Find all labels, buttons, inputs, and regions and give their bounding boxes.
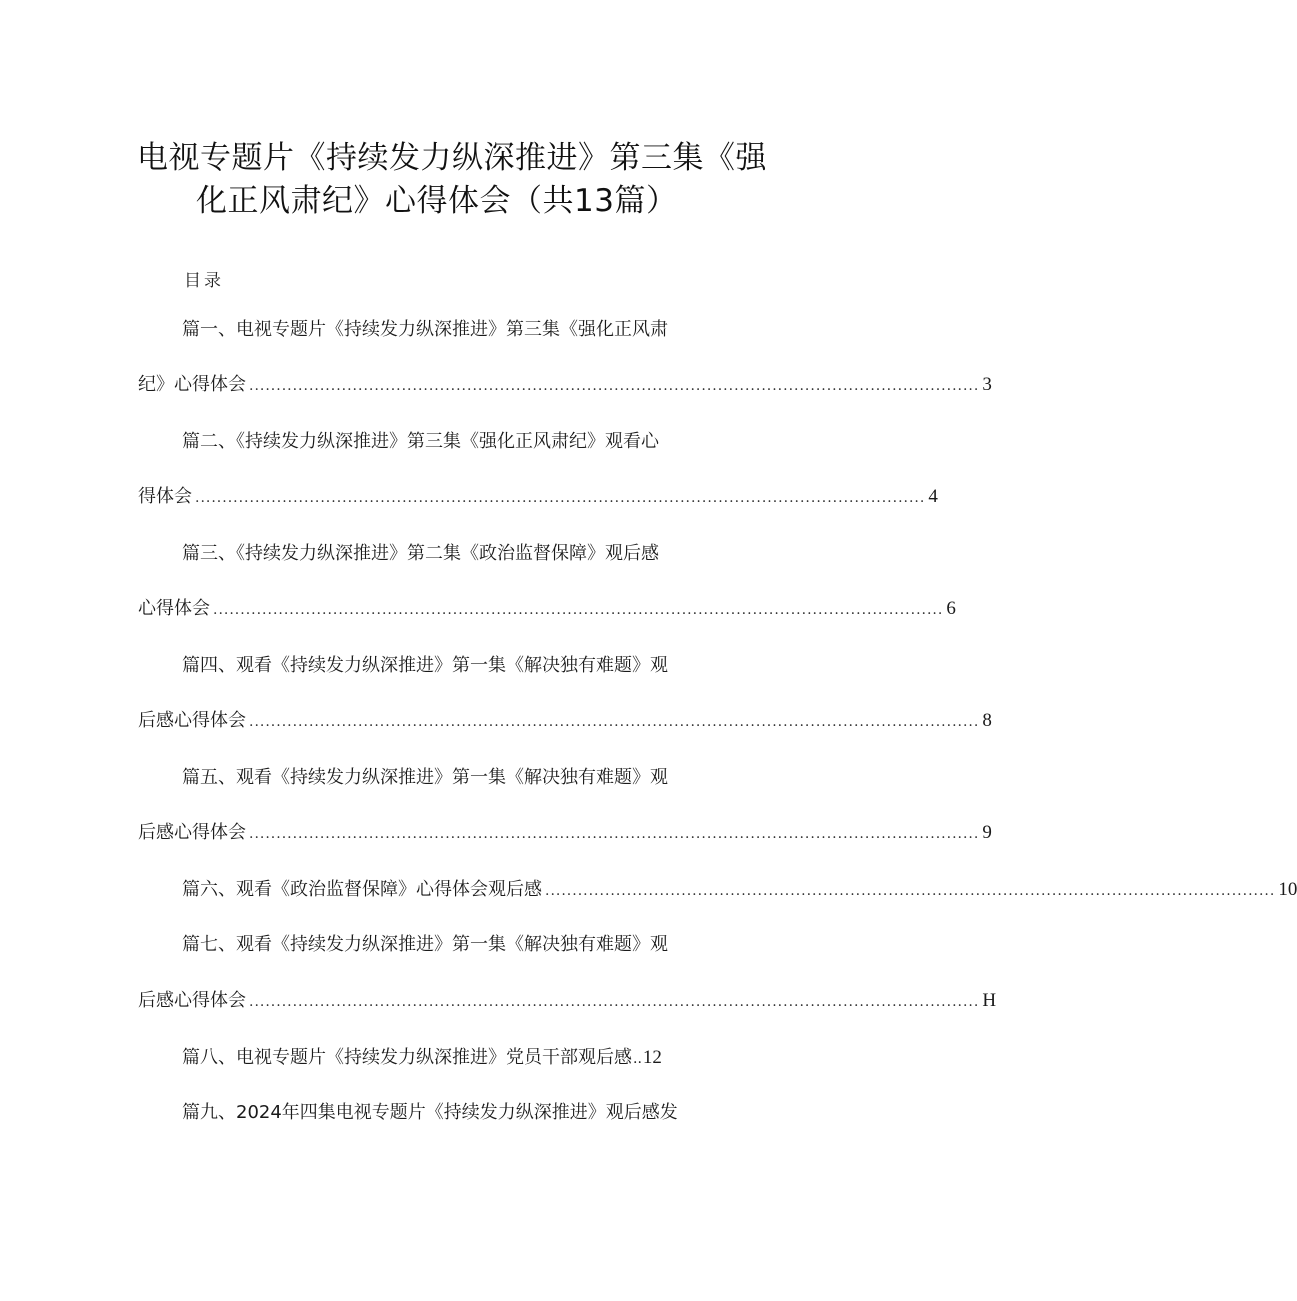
toc-leader-dots: .. [633, 1051, 642, 1067]
toc-entry-text: 后感心得体会 [138, 710, 246, 731]
toc-entry-2-line-2[interactable] [138, 486, 938, 507]
toc-entry-text: 后感心得体会 [138, 990, 246, 1011]
toc-entry-4-line-2[interactable] [138, 710, 992, 731]
toc-entry-text: 心得体会 [138, 598, 210, 619]
toc-leader-dots: ...................................................................................................................................... [249, 994, 980, 1010]
toc-leader-dots: ...................................................................................................................................... [545, 883, 1276, 899]
toc-leader-dots: ...................................................................................................................................... [249, 826, 980, 842]
toc-entry-9-line-1[interactable]: 篇九、2024年四集电视专题片《持续发力纵深推进》观后感发 [182, 1102, 678, 1123]
toc-leader-dots: ...................................................................................................................................... [249, 714, 980, 730]
toc-entry-5-line-1[interactable]: 篇五、观看《持续发力纵深推进》第一集《解决独有难题》观 [182, 767, 668, 788]
toc-entry-2-line-1[interactable]: 篇二、《持续发力纵深推进》第三集《强化正风肃纪》观看心 [182, 431, 659, 452]
toc-page-number: H [982, 990, 997, 1011]
toc-entry-1-line-2[interactable] [138, 374, 992, 395]
toc-entry-text: 得体会 [138, 486, 192, 507]
toc-entry-text: 篇六、观看《政治监督保障》心得体会观后感 [182, 879, 542, 900]
toc-entry-7-line-2[interactable] [138, 990, 997, 1011]
toc-leader-dots: ...................................................................................................................................... [195, 490, 926, 506]
toc-entry-6[interactable] [182, 879, 1297, 900]
toc-page-number: 10 [1278, 879, 1297, 900]
toc-entry-7-line-1[interactable]: 篇七、观看《持续发力纵深推进》第一集《解决独有难题》观 [182, 934, 668, 955]
toc-page-number: 8 [982, 710, 992, 731]
toc-leader-dots: ...................................................................................................................................... [249, 378, 980, 394]
toc-entry-3-line-1[interactable]: 篇三、《持续发力纵深推进》第二集《政治监督保障》观后感 [182, 543, 659, 564]
toc-page-number: 9 [982, 822, 992, 843]
toc-leader-dots: ...................................................................................................................................... [213, 602, 944, 618]
toc-heading: 目录 [184, 271, 224, 291]
toc-page-number: 12 [642, 1047, 662, 1068]
toc-page-number: 6 [946, 598, 956, 619]
toc-entry-5-line-2[interactable] [138, 822, 992, 843]
toc-entry-1-line-1[interactable]: 篇一、电视专题片《持续发力纵深推进》第三集《强化正风肃 [182, 319, 668, 340]
toc-page-number: 3 [982, 374, 992, 395]
document-title-line-1: 电视专题片《持续发力纵深推进》第三集《强 [137, 140, 767, 176]
toc-page-number: 4 [928, 486, 938, 507]
document-title-line-2: 化正风肃纪》心得体会（共13篇） [196, 183, 678, 219]
toc-entry-3-line-2[interactable] [138, 598, 956, 619]
toc-entry-4-line-1[interactable]: 篇四、观看《持续发力纵深推进》第一集《解决独有难题》观 [182, 655, 668, 676]
toc-entry-text: 后感心得体会 [138, 822, 246, 843]
toc-entry-8[interactable] [182, 1048, 662, 1067]
toc-entry-text: 篇八、电视专题片《持续发力纵深推进》党员干部观后感 [182, 1047, 632, 1068]
toc-entry-text: 纪》心得体会 [138, 374, 246, 395]
